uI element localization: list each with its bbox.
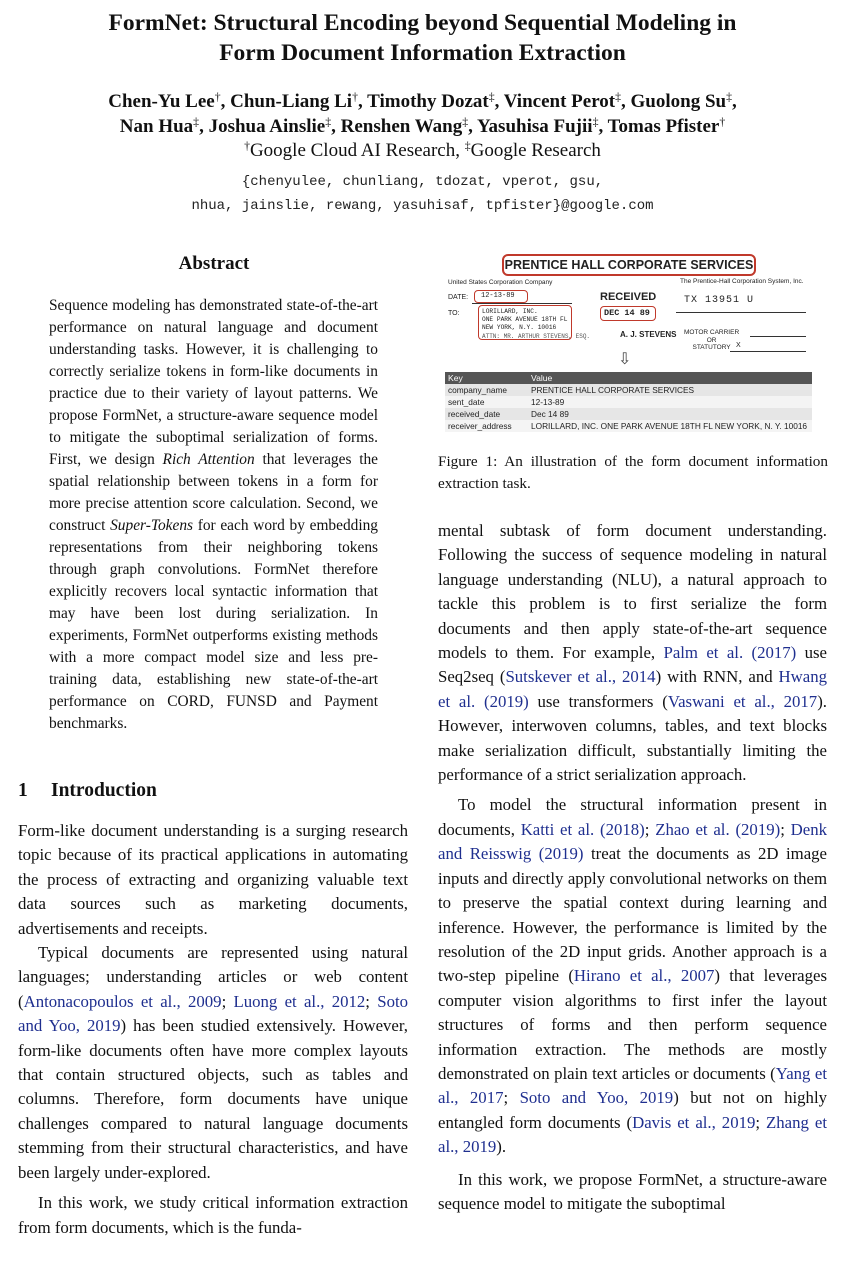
citation-link[interactable]: Vaswani et al., 2017 <box>667 691 818 711</box>
citation-link[interactable]: Davis et al., 2019 <box>632 1112 756 1132</box>
abstract-text: Sequence modeling has demonstrated state-of-the-art performance on natural language and document understanding tasks. However, it is challenging to correctly serialize tokens in form-like documents in practice due to their variety of layout patterns. We propose FormNet, a structure-aware sequence model to mitigate the suboptimal serialization of forms. First, we design Rich Attention that leverages the spatial relationship between tokens in a form for more precise attention score calculation. Second, we construct Super-Tokens for each word by embedding representations from their neighboring tokens through graph convolutions. FormNet therefore explicitly recovers local syntactic information that may have been lost during serialization. In experiments, FormNet outperforms existing methods with a more compact model size and less pre-training data, establishing new state-of-the-art performance on CORD, FUNSD and Payment benchmarks. <box>49 297 379 732</box>
paragraph: Form-like document understanding is a surging research topic because of its practical applications in automating the process of extracting and organizing valuable text data sources such as marketing documents, advertisements and receipts. <box>18 821 408 938</box>
citation-link[interactable]: Soto and Yoo, 2019 <box>18 991 409 1036</box>
author: Renshen Wang‡, <box>340 115 477 137</box>
citation-link[interactable]: Palm et al. (2017) <box>663 643 797 663</box>
right-column-body <box>438 519 827 1216</box>
citation-link[interactable]: Zhao et al. (2019) <box>655 819 781 839</box>
author: Nan Hua‡, <box>119 115 209 137</box>
citation-link[interactable]: Luong et al., 2012 <box>233 991 366 1011</box>
citation-link[interactable]: Hirano et al., 2007 <box>573 966 715 986</box>
table-row: received_date Dec 14 89 <box>445 408 812 420</box>
citation-link[interactable]: Zhang et al., 2019 <box>438 1112 827 1157</box>
down-arrow-icon: ⇩ <box>618 351 632 368</box>
citation-link[interactable]: Soto and Yoo, 2019 <box>519 1088 674 1108</box>
title-line-1: FormNet: Structural Encoding beyond Sequential Modeling in <box>108 10 737 36</box>
key-value-table: Key Value company_name PRENTICE HALL CORPORATE SERVICES sent_date 12-13-89 received_date Dec 14 89 receiver_address LORILLARD, INC. ONE PARK AVENUE 18TH FL NEW YORK, N. Y. 10016 <box>445 372 812 432</box>
author: Chen-Yu Lee†, <box>108 90 231 112</box>
paragraph: mental subtask of form document understanding. Following the success of sequence modeling in natural language understanding (NLU), a natural approach to tackle this problem is to first serialize the form documents and then apply state-of-the-art sequence models to them. For example, Palm et al. (2017) use Seq2seq (Sutskever et al., 2014) with RNN, and Hwang et al. (2019) use transformers (Vaswani et al., 2017). However, interwoven columns, tables, and text blocks make serialization difficult, substantially limiting the performance of a strict serialization approach. <box>438 521 828 785</box>
figure-caption: Figure 1: An illustration of the form document information extraction task. <box>438 453 828 492</box>
paragraph: Typical documents are represented using natural languages; understanding articles or web content (Antonacopoulos et al., 2009; Luong et al., 2012; Soto and Yoo, 2019) has been studied extensively. However, form-like documents often have more complex layouts that contain structured objects, such as tables and columns. Therefore, form documents have unique challenges compared to natural language documents stemming from their structural characteristics, and have been largely under-explored. <box>18 943 409 1182</box>
paragraph: To model the structural information present in documents, Katti et al. (2018); Zhao et al. (2019); Denk and Reisswig (2019) treat the documents as 2D image inputs and directly apply convolutional networks on them to preserve the spatial context during learning and inference. However, the performance is limited by the resolution of the 2D input grids. Another approach is a two-step pipeline (Hirano et al., 2007) that leverages computer vision algorithms to first infer the layout structures of forms and then perform sequence information extraction. The methods are mostly demonstrated on plain text articles or documents (Yang et al., 2017; Soto and Yoo, 2019) but not on highly entangled form documents (Davis et al., 2019; Zhang et al., 2019). <box>438 795 828 1157</box>
author-list <box>20 89 825 139</box>
table-row: company_name PRENTICE HALL CORPORATE SERVICES <box>445 384 812 396</box>
paper-title <box>30 8 815 68</box>
abstract-heading: Abstract <box>178 253 250 274</box>
figure-1: PRENTICE HALL CORPORATE SERVICES United States Corporation Company The Prentice-Hall Corporation System, Inc. DATE: 12-13-89 RECEIVED DEC 14 89 TX 13951 U TO: LORILLARD, INC. ONE PARK AVENUE 18TH FL NEW YORK, N.Y. 10016 ATTN: MR. ARTHUR STEVENS, ESQ. A. J. STEVENS MOTOR CARRIER OR STATUTORY X ⇩ Key Value company_name PRENTICE HALL CORPORATE SERVICES sent_date 12-13-89 received_date Dec 14 89 receiver_address LORILLARD, INC. ONE PARK AVENUE 18TH FL NEW YORK, N. Y. 10016 <box>440 250 826 450</box>
left-column-body <box>18 819 408 1240</box>
author: Tomas Pfister† <box>607 115 726 137</box>
citation-link[interactable]: Antonacopoulos et al., 2009 <box>23 991 222 1011</box>
citation-link[interactable]: Sutskever et al., 2014 <box>505 667 656 687</box>
author-emails: {chenyulee, chunliang, tdozat, vperot, gsu, nhua, jainslie, rewang, yasuhisaf, tpfister}@google.com <box>191 174 654 214</box>
table-row: sent_date 12-13-89 <box>445 396 812 408</box>
author: Vincent Perot‡, <box>503 90 631 112</box>
author: Chun-Liang Li†, <box>230 90 368 112</box>
author: Timothy Dozat‡, <box>367 90 504 112</box>
citation-link[interactable]: Katti et al. (2018) <box>520 819 645 839</box>
table-row: receiver_address LORILLARD, INC. ONE PARK AVENUE 18TH FL NEW YORK, N. Y. 10016 <box>445 420 812 432</box>
citation-link[interactable]: Yang et al., 2017 <box>438 1063 827 1108</box>
citation-link[interactable]: Hwang et al. (2019) <box>438 667 828 711</box>
author: Yasuhisa Fujii‡, <box>476 115 608 137</box>
affiliations: †Google Cloud AI Research, ‡Google Research <box>244 139 601 161</box>
author: Joshua Ainslie‡, <box>208 115 341 137</box>
author: Guolong Su‡, <box>630 90 737 112</box>
paragraph: In this work, we propose FormNet, a structure-aware sequence model to mitigate the suboptimal <box>438 1169 827 1213</box>
scan-header: PRENTICE HALL CORPORATE SERVICES <box>502 254 756 276</box>
section-heading: 1 Introduction <box>18 780 157 801</box>
title-line-2: Form Document Information Extraction <box>219 40 626 66</box>
citation-link[interactable]: Denk and Reisswig (2019) <box>438 819 827 864</box>
paragraph: In this work, we study critical information extraction from form documents, which is the funda- <box>18 1193 408 1237</box>
